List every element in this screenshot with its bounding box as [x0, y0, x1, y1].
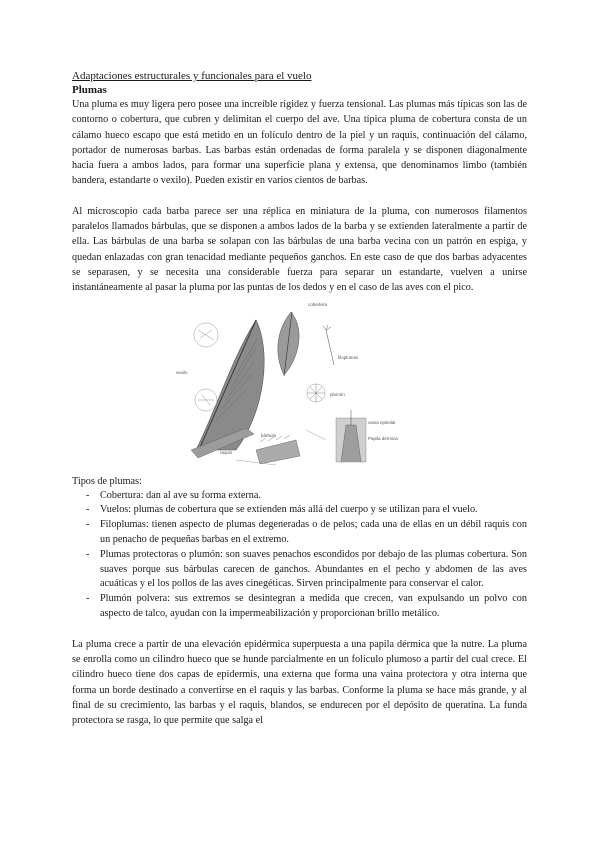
down-feather-illustration — [307, 384, 325, 402]
list-dash: - — [86, 593, 90, 605]
paragraph-spacer — [72, 189, 527, 204]
list-item-text: Plumón polvera: sus extremos se desintegran a medida que crecen, van expulsando un polvo con aspecto de talco, ayudan con la impermeabilización y proporcionan brillo metálico. — [100, 593, 527, 619]
feather-diagram-art — [176, 300, 412, 470]
label-vexilo: vexilo — [176, 369, 188, 375]
document-title: Adaptaciones estructurales y funcionales para el vuelo — [72, 70, 312, 82]
list-item — [72, 548, 527, 592]
feather-types-list — [72, 489, 527, 622]
list-dash: - — [86, 519, 90, 531]
feather-types-heading: Tipos de plumas: — [72, 475, 142, 487]
list-dash: - — [86, 504, 90, 516]
label-barbula: bárbula — [261, 432, 277, 438]
list-item — [72, 489, 527, 504]
list-dash: - — [86, 489, 90, 501]
label-raquis: raquis — [220, 449, 233, 455]
section-heading: Plumas — [72, 84, 107, 96]
paragraph-spacer — [72, 622, 527, 637]
document-page — [72, 69, 527, 729]
list-item-text: Cobertura: dan al ave su forma externa. — [100, 489, 261, 501]
label-papila: Papila dérmica — [368, 435, 398, 441]
paragraph-1: Una pluma es muy ligera pero posee una increíble rigidez y fuerza tensional. Las plumas más típicas son las de contorno o cobertura, que cubren y delimitan el cuerpo del ave. Una típica pluma de cobertura consta de un cálamo hueco escapo que está metido en un folículo dentro de la piel y un raquis, continuación del cálamo, portador de numerosas barbas. Las barbas están ordenadas de forma paralela y se disponen diagonalmente hacia fuera a ambos lados, para formar una superficie plana y extensa, que denominamos limbo (también bandera, estandarte o vexilo). Pueden existir en varios cientos de barbas. — [72, 99, 527, 187]
label-filoplumas: filoplumas — [338, 354, 359, 360]
list-item-text: Plumas protectoras o plumón: son suaves penachos escondidos por debajo de las plumas cobertura. Son suaves porque sus bárbulas carecen de ganchos. Abundantes en el pecho y abdomen de las aves acuáticas y el los pollos de las aves cinegéticas. Sirven principalmente para conservar el calor. — [100, 548, 527, 590]
list-item — [72, 503, 527, 518]
label-vaina: vaina epitelial — [368, 419, 396, 425]
label-cobertera: cobertera — [308, 301, 328, 307]
paragraph-2: Al microscopio cada barba parece ser una réplica en miniatura de la pluma, con numerosos filamentos paralelos llamados bárbulas, que se disponen a ambos lados de la barba y se extienden lateralmente a partir de ella. Las bárbulas de una barba se solapan con las bárbulas de una barba vecina con un patrón en espiga, y quedan enlazadas con gran tenacidad mediante pequeños ganchos. En este caso de que dos barbas adyacentes se separasen, y se necesita una considerable fuerza para separar un estandarte, vuelven a unirse instantáneamente al pasar la pluma por las puntas de los dedos y en el caso de las aves con el pico. — [72, 205, 527, 294]
paragraph-3: La pluma crece a partir de una elevación epidérmica superpuesta a una papila dérmica que la nutre. La pluma se enrolla como un cilindro hueco que se hunde parcialmente en un folículo plumoso a partir del cual crece. El cilindro hueco tiene dos capas de epidermis, una externa que forma una vaina protectora y otra interna que forma un borde destinado a convertirse en el raquis y las barbas. Conforme la pluma se hace más grande, y al final de su crecimiento, las barbas y el raquis, blandos, se endurecen por el depósito de queratina. La funda protectora se rasga, lo que permite que salga el — [72, 638, 527, 727]
label-plumon: plumón — [330, 391, 345, 397]
list-item — [72, 518, 527, 548]
list-dash: - — [86, 548, 90, 560]
list-item-text: Vuelos: plumas de cobertura que se extienden más allá del cuerpo y se utilizan para el vuelo. — [100, 504, 478, 516]
list-item — [72, 592, 527, 622]
feather-diagram — [176, 300, 412, 470]
list-item-text: Filoplumas: tienen aspecto de plumas degeneradas o de pelos; cada una de ellas en un débil raquis con un penacho de pequeñas barbas en el extremo. — [100, 519, 527, 545]
